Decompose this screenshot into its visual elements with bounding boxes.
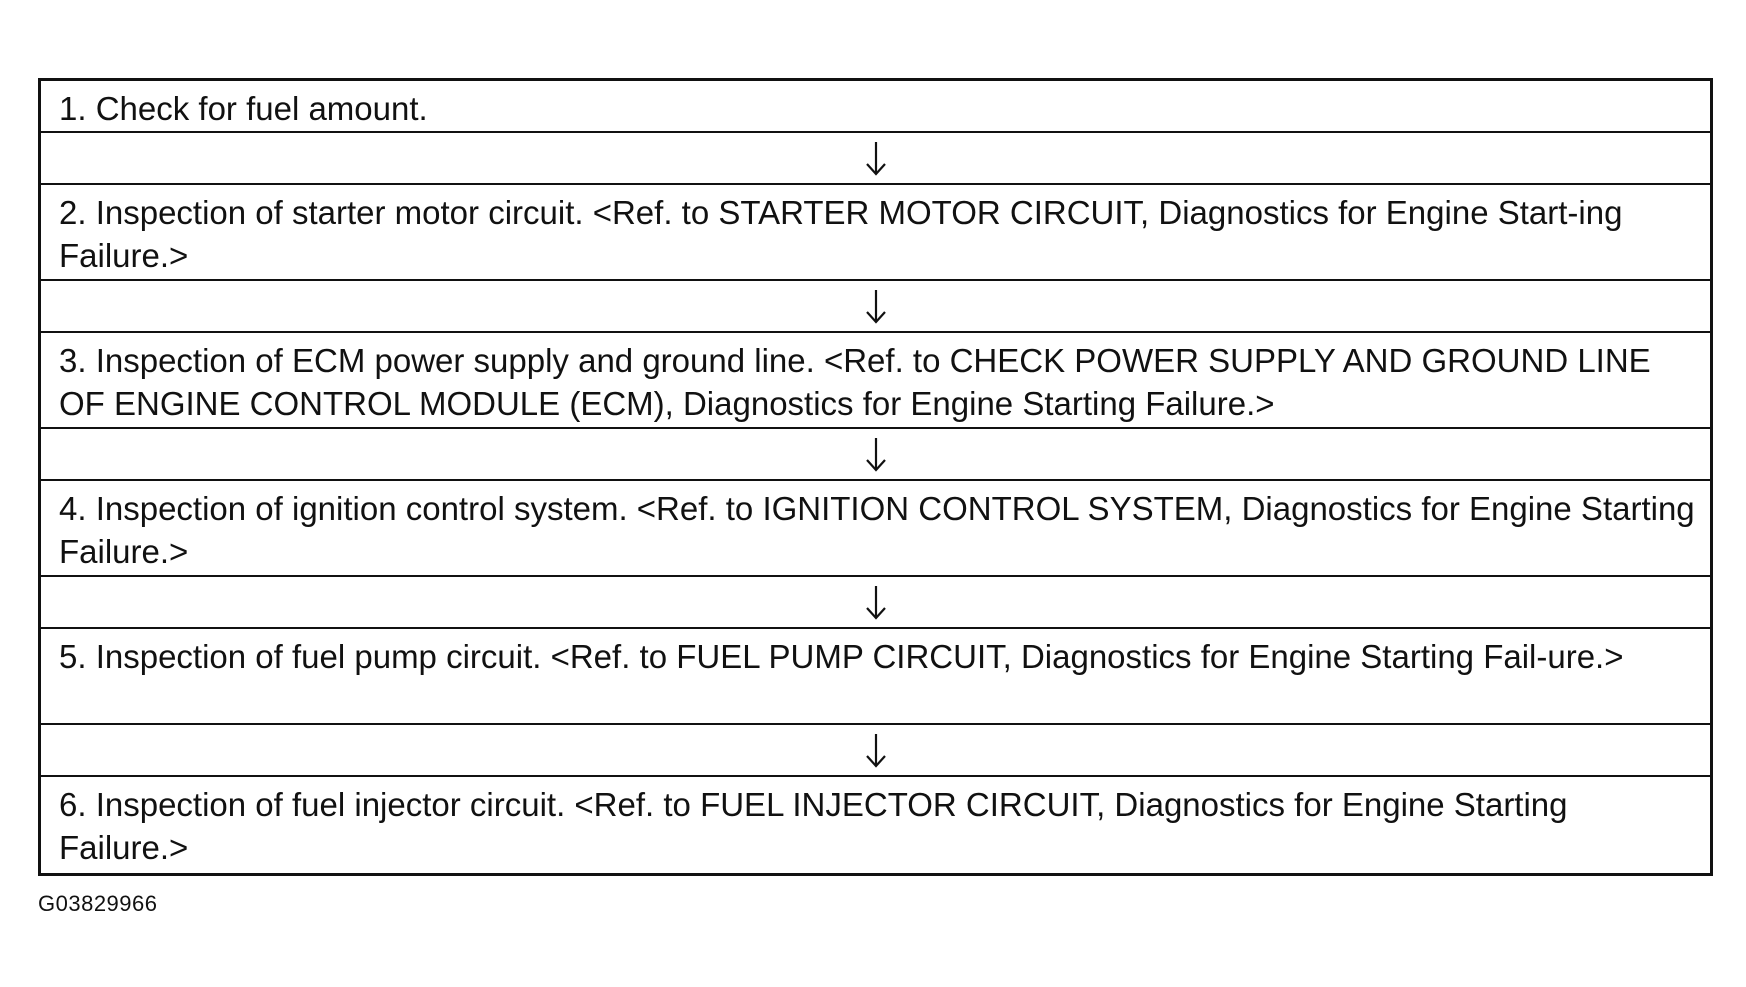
connector-row-5: [41, 725, 1710, 777]
step-2-text: 2. Inspection of starter motor circuit. <Ref. to STARTER MOTOR CIRCUIT, Diagnostics for Engine Start-ing Failure.>: [59, 194, 1623, 274]
down-arrow-icon: [864, 288, 888, 324]
down-arrow-icon: [864, 436, 888, 472]
step-6: [41, 777, 1710, 873]
down-arrow-icon: [864, 140, 888, 176]
step-1-text: 1. Check for fuel amount.: [59, 90, 428, 127]
connector-row-1: [41, 133, 1710, 185]
step-3-text: 3. Inspection of ECM power supply and ground line. <Ref. to CHECK POWER SUPPLY AND GROUND LINE OF ENGINE CONTROL MODULE (ECM), Diagnostics for Engine Starting Failure.>: [59, 342, 1651, 422]
down-arrow-icon: [864, 732, 888, 768]
figure-id: G03829966: [38, 891, 158, 916]
step-4-text: 4. Inspection of ignition control system. <Ref. to IGNITION CONTROL SYSTEM, Diagnostics for Engine Starting Failure.>: [59, 490, 1695, 570]
step-1: [41, 81, 1710, 133]
down-arrow-icon: [864, 584, 888, 620]
step-2: [41, 185, 1710, 281]
step-5: [41, 629, 1710, 725]
step-6-text: 6. Inspection of fuel injector circuit. <Ref. to FUEL INJECTOR CIRCUIT, Diagnostics for Engine Starting Failure.>: [59, 786, 1568, 866]
step-4: [41, 481, 1710, 577]
diagnostic-flow-table: [38, 78, 1713, 876]
step-3: [41, 333, 1710, 429]
connector-row-2: [41, 281, 1710, 333]
step-5-text: 5. Inspection of fuel pump circuit. <Ref. to FUEL PUMP CIRCUIT, Diagnostics for Engine Starting Fail-ure.>: [59, 638, 1624, 675]
connector-row-4: [41, 577, 1710, 629]
connector-row-3: [41, 429, 1710, 481]
